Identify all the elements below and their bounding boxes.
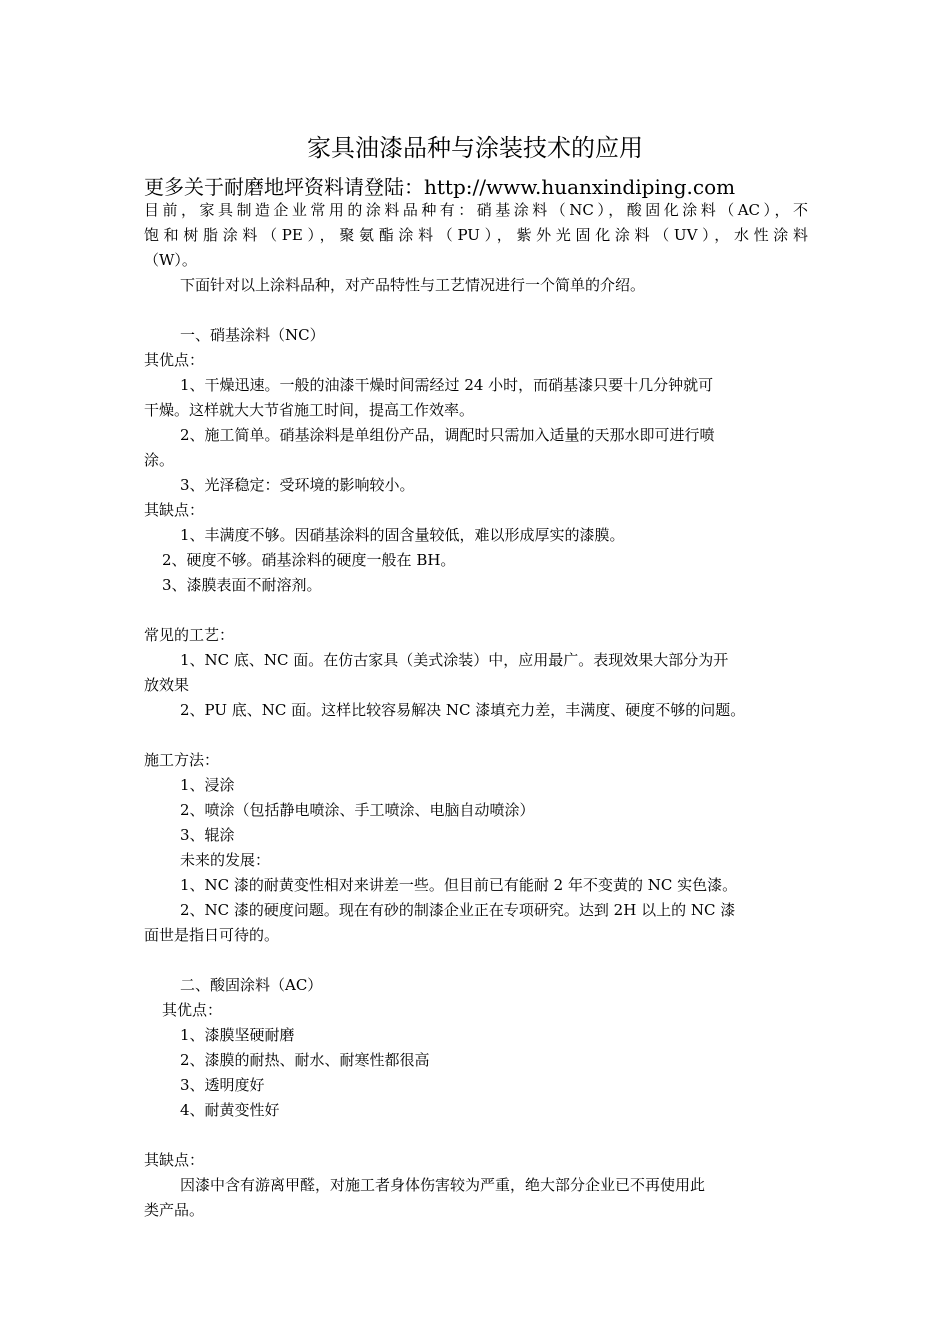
paragraph-line: 1、浸涂 — [180, 776, 235, 794]
paragraph-line: 二、酸固涂料（AC） — [180, 976, 323, 994]
blank-line — [144, 723, 808, 748]
document-body — [144, 198, 808, 1223]
paragraph-line: 下面针对以上涂料品种，对产品特性与工艺情况进行一个简单的介绍。 — [180, 276, 646, 294]
paragraph-line: 未来的发展： — [180, 851, 271, 869]
paragraph-line: 2、硬度不够。硝基涂料的硬度一般在 BH。 — [162, 551, 456, 569]
paragraph-line: 放效果 — [144, 676, 190, 694]
paragraph-line: 其优点： — [162, 1001, 223, 1019]
paragraph-line: 4、耐黄变性好 — [180, 1101, 280, 1119]
paragraph-line: 其缺点： — [144, 501, 205, 519]
paragraph-line: 1、漆膜坚硬耐磨 — [180, 1026, 295, 1044]
paragraph-line: 目前，家具制造企业常用的涂料品种有：硝基涂料（NC），酸固化涂料（AC），不 — [144, 201, 808, 219]
blank-line — [144, 598, 808, 623]
paragraph-line: 干燥。这样就大大节省施工时间，提高工作效率。 — [144, 401, 475, 419]
paragraph-line: 2、NC 漆的硬度问题。现在有砂的制漆企业正在专项研究。达到 2H 以上的 NC 漆 — [180, 901, 736, 919]
paragraph-line: 一、硝基涂料（NC） — [180, 326, 325, 344]
blank-line — [144, 948, 808, 973]
paragraph-line: 2、PU 底、NC 面。这样比较容易解决 NC 漆填充力差，丰满度、硬度不够的问题。 — [180, 701, 746, 719]
paragraph-line: 3、透明度好 — [180, 1076, 265, 1094]
paragraph-line: 1、NC 漆的耐黄变性相对来讲差一些。但目前已有能耐 2 年不变黄的 NC 实色漆。 — [180, 876, 738, 894]
paragraph-line: 类产品。 — [144, 1201, 205, 1219]
blank-line — [144, 1123, 808, 1148]
paragraph-line: 2、漆膜的耐热、耐水、耐寒性都很高 — [180, 1051, 430, 1069]
paragraph-line: 其优点： — [144, 351, 205, 369]
paragraph-line: 面世是指日可待的。 — [144, 926, 280, 944]
document-title: 家具油漆品种与涂装技术的应用 — [307, 134, 643, 162]
paragraph-line: 涂。 — [144, 451, 175, 469]
paragraph-line: 常见的工艺： — [144, 626, 235, 644]
paragraph-line: 因漆中含有游离甲醛，对施工者身体伤害较为严重，绝大部分企业已不再使用此 — [180, 1176, 706, 1194]
paragraph-line: 饱和树脂涂料（PE），聚氨酯涂料（PU），紫外光固化涂料（UV），水性涂料 — [144, 226, 808, 244]
paragraph-line: 施工方法： — [144, 751, 220, 769]
document-subtitle-link-line: 更多关于耐磨地坪资料请登陆：http://www.huanxindiping.com — [144, 175, 736, 199]
blank-line — [144, 298, 808, 323]
paragraph-line: 3、辊涂 — [180, 826, 235, 844]
paragraph-line: 2、喷涂（包括静电喷涂、手工喷涂、电脑自动喷涂） — [180, 801, 535, 819]
paragraph-line: 1、干燥迅速。一般的油漆干燥时间需经过 24 小时，而硝基漆只要十几分钟就可 — [180, 376, 714, 394]
paragraph-line: 1、丰满度不够。因硝基涂料的固含量较低，难以形成厚实的漆膜。 — [180, 526, 625, 544]
paragraph-line: （W）。 — [144, 251, 197, 269]
paragraph-line: 3、光泽稳定：受环境的影响较小。 — [180, 476, 415, 494]
paragraph-line: 2、施工简单。硝基涂料是单组份产品，调配时只需加入适量的天那水即可进行喷 — [180, 426, 715, 444]
paragraph-line: 其缺点： — [144, 1151, 205, 1169]
paragraph-line: 1、NC 底、NC 面。在仿古家具（美式涂装）中，应用最广。表现效果大部分为开 — [180, 651, 729, 669]
paragraph-line: 3、漆膜表面不耐溶剂。 — [162, 576, 322, 594]
